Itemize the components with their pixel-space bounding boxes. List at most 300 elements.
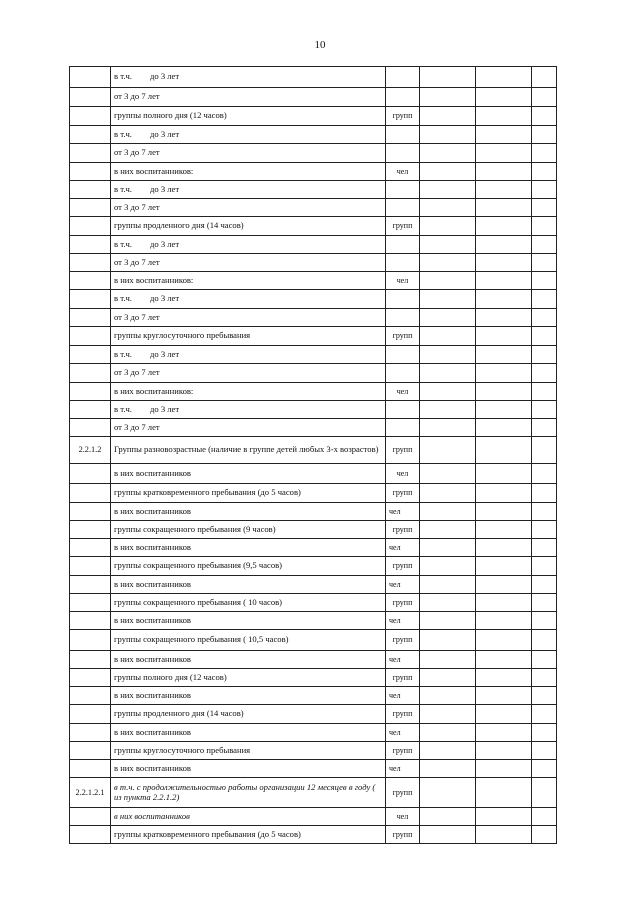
row-label: группы сокращенного пребывания ( 10,5 часов) bbox=[114, 634, 289, 645]
value-cell-3[interactable] bbox=[532, 826, 557, 844]
value-cell-2[interactable] bbox=[476, 594, 532, 612]
row-code bbox=[70, 236, 111, 254]
value-cell-2[interactable] bbox=[476, 484, 532, 503]
value-cell-2[interactable] bbox=[476, 88, 532, 107]
row-label: в них воспитанников: bbox=[114, 165, 194, 176]
value-cell-1[interactable] bbox=[420, 419, 476, 437]
value-cell-3[interactable] bbox=[532, 346, 557, 364]
table-row bbox=[70, 724, 557, 742]
row-label: группы продленного дня (14 часов) bbox=[114, 708, 244, 719]
row-label: группы кратковременного пребывания (до 5 часов) bbox=[114, 828, 301, 839]
value-cell-1[interactable] bbox=[420, 181, 476, 199]
table-row bbox=[70, 778, 557, 808]
row-name bbox=[111, 217, 386, 236]
table-row bbox=[70, 576, 557, 594]
row-name bbox=[111, 126, 386, 144]
value-cell-3[interactable] bbox=[532, 742, 557, 760]
page-number: 10 bbox=[314, 39, 326, 51]
value-cell-1[interactable] bbox=[420, 576, 476, 594]
table-row bbox=[70, 254, 557, 272]
row-name bbox=[111, 401, 386, 419]
value-cell-3[interactable] bbox=[532, 808, 557, 826]
table-row bbox=[70, 107, 557, 126]
row-unit: групп bbox=[386, 107, 420, 126]
row-label: группы кратковременного пребывания (до 5 часов) bbox=[114, 487, 301, 498]
row-unit bbox=[386, 364, 420, 383]
value-cell-3[interactable] bbox=[532, 272, 557, 290]
row-prefix: в т.ч. bbox=[114, 71, 132, 82]
row-code bbox=[70, 163, 111, 181]
value-cell-2[interactable] bbox=[476, 236, 532, 254]
table-row bbox=[70, 612, 557, 630]
value-cell-2[interactable] bbox=[476, 290, 532, 309]
table-row bbox=[70, 539, 557, 557]
value-cell-3[interactable] bbox=[532, 705, 557, 724]
value-cell-3[interactable] bbox=[532, 464, 557, 484]
value-cell-2[interactable] bbox=[476, 67, 532, 88]
row-code bbox=[70, 539, 111, 557]
value-cell-3[interactable] bbox=[532, 254, 557, 272]
value-cell-2[interactable] bbox=[476, 272, 532, 290]
value-cell-3[interactable] bbox=[532, 364, 557, 383]
value-cell-1[interactable] bbox=[420, 163, 476, 181]
row-label: до 3 лет bbox=[150, 71, 180, 82]
row-label: группы продленного дня (14 часов) bbox=[114, 220, 244, 231]
row-label: группы полного дня (12 часов) bbox=[114, 671, 227, 682]
row-unit: групп bbox=[386, 217, 420, 236]
value-cell-1[interactable] bbox=[420, 630, 476, 651]
table-row bbox=[70, 484, 557, 503]
row-name bbox=[111, 630, 386, 651]
value-cell-3[interactable] bbox=[532, 557, 557, 576]
value-cell-1[interactable] bbox=[420, 557, 476, 576]
row-prefix: в т.ч. bbox=[114, 128, 132, 139]
table-row bbox=[70, 88, 557, 107]
table-row bbox=[70, 826, 557, 844]
value-cell-2[interactable] bbox=[476, 612, 532, 630]
row-label: в них воспитанников bbox=[114, 762, 191, 773]
row-code bbox=[70, 144, 111, 163]
value-cell-3[interactable] bbox=[532, 687, 557, 705]
row-name bbox=[111, 687, 386, 705]
value-cell-2[interactable] bbox=[476, 742, 532, 760]
value-cell-3[interactable] bbox=[532, 199, 557, 217]
table-row bbox=[70, 217, 557, 236]
row-prefix: в т.ч. bbox=[114, 293, 132, 304]
table-row bbox=[70, 181, 557, 199]
row-unit: чел bbox=[386, 651, 420, 669]
row-name bbox=[111, 612, 386, 630]
row-prefix: в т.ч. bbox=[114, 348, 132, 359]
row-name bbox=[111, 199, 386, 217]
value-cell-3[interactable] bbox=[532, 144, 557, 163]
value-cell-2[interactable] bbox=[476, 503, 532, 521]
value-cell-3[interactable] bbox=[532, 88, 557, 107]
value-cell-3[interactable] bbox=[532, 760, 557, 778]
row-name bbox=[111, 557, 386, 576]
value-cell-2[interactable] bbox=[476, 539, 532, 557]
row-name bbox=[111, 327, 386, 346]
row-code bbox=[70, 594, 111, 612]
value-cell-1[interactable] bbox=[420, 217, 476, 236]
row-name bbox=[111, 808, 386, 826]
value-cell-3[interactable] bbox=[532, 630, 557, 651]
row-code bbox=[70, 309, 111, 327]
row-unit: групп bbox=[386, 826, 420, 844]
value-cell-1[interactable] bbox=[420, 651, 476, 669]
row-name bbox=[111, 364, 386, 383]
row-label: в них воспитанников bbox=[114, 614, 191, 625]
row-unit: групп bbox=[386, 742, 420, 760]
value-cell-2[interactable] bbox=[476, 576, 532, 594]
value-cell-3[interactable] bbox=[532, 126, 557, 144]
row-code bbox=[70, 705, 111, 724]
row-code bbox=[70, 181, 111, 199]
value-cell-1[interactable] bbox=[420, 144, 476, 163]
row-code bbox=[70, 630, 111, 651]
table-row bbox=[70, 126, 557, 144]
value-cell-1[interactable] bbox=[420, 778, 476, 808]
row-label: группы сокращенного пребывания (9 часов) bbox=[114, 523, 276, 534]
value-cell-2[interactable] bbox=[476, 557, 532, 576]
row-label: группы сокращенного пребывания (9,5 часов) bbox=[114, 560, 283, 571]
row-code bbox=[70, 401, 111, 419]
value-cell-1[interactable] bbox=[420, 290, 476, 309]
row-name bbox=[111, 88, 386, 107]
value-cell-3[interactable] bbox=[532, 67, 557, 88]
value-cell-1[interactable] bbox=[420, 724, 476, 742]
value-cell-3[interactable] bbox=[532, 236, 557, 254]
value-cell-3[interactable] bbox=[532, 484, 557, 503]
value-cell-2[interactable] bbox=[476, 705, 532, 724]
row-unit bbox=[386, 254, 420, 272]
row-name bbox=[111, 272, 386, 290]
row-unit bbox=[386, 199, 420, 217]
value-cell-2[interactable] bbox=[476, 144, 532, 163]
row-unit: чел bbox=[386, 687, 420, 705]
table-row bbox=[70, 163, 557, 181]
value-cell-1[interactable] bbox=[420, 272, 476, 290]
row-name bbox=[111, 181, 386, 199]
row-name bbox=[111, 464, 386, 484]
value-cell-1[interactable] bbox=[420, 687, 476, 705]
row-unit bbox=[386, 67, 420, 88]
value-cell-3[interactable] bbox=[532, 539, 557, 557]
value-cell-2[interactable] bbox=[476, 687, 532, 705]
value-cell-2[interactable] bbox=[476, 419, 532, 437]
row-name bbox=[111, 594, 386, 612]
table-row bbox=[70, 199, 557, 217]
row-name bbox=[111, 826, 386, 844]
value-cell-1[interactable] bbox=[420, 364, 476, 383]
row-name bbox=[111, 437, 386, 464]
table-row bbox=[70, 503, 557, 521]
value-cell-1[interactable] bbox=[420, 539, 476, 557]
row-prefix: в т.ч. bbox=[114, 403, 132, 414]
row-label: до 3 лет bbox=[150, 403, 180, 414]
value-cell-1[interactable] bbox=[420, 309, 476, 327]
row-code bbox=[70, 742, 111, 760]
row-code bbox=[70, 217, 111, 236]
row-code bbox=[70, 576, 111, 594]
row-unit: групп bbox=[386, 778, 420, 808]
value-cell-2[interactable] bbox=[476, 346, 532, 364]
row-unit bbox=[386, 346, 420, 364]
row-label: от 3 до 7 лет bbox=[114, 147, 160, 158]
row-name bbox=[111, 290, 386, 309]
table-row bbox=[70, 401, 557, 419]
value-cell-2[interactable] bbox=[476, 327, 532, 346]
value-cell-2[interactable] bbox=[476, 181, 532, 199]
row-code bbox=[70, 826, 111, 844]
value-cell-2[interactable] bbox=[476, 651, 532, 669]
row-label: в них воспитанников bbox=[114, 726, 191, 737]
value-cell-2[interactable] bbox=[476, 808, 532, 826]
row-name bbox=[111, 163, 386, 181]
row-code bbox=[70, 272, 111, 290]
row-unit bbox=[386, 144, 420, 163]
row-unit: групп bbox=[386, 630, 420, 651]
row-label: группы сокращенного пребывания ( 10 часов) bbox=[114, 596, 283, 607]
row-unit: чел bbox=[386, 724, 420, 742]
row-name bbox=[111, 67, 386, 88]
row-name bbox=[111, 144, 386, 163]
value-cell-3[interactable] bbox=[532, 778, 557, 808]
value-cell-1[interactable] bbox=[420, 88, 476, 107]
value-cell-1[interactable] bbox=[420, 826, 476, 844]
value-cell-1[interactable] bbox=[420, 254, 476, 272]
row-code bbox=[70, 88, 111, 107]
table-row bbox=[70, 557, 557, 576]
value-cell-2[interactable] bbox=[476, 163, 532, 181]
row-name bbox=[111, 651, 386, 669]
value-cell-3[interactable] bbox=[532, 383, 557, 401]
value-cell-1[interactable] bbox=[420, 484, 476, 503]
row-name bbox=[111, 778, 386, 808]
value-cell-1[interactable] bbox=[420, 107, 476, 126]
row-unit: групп bbox=[386, 669, 420, 687]
table-row bbox=[70, 521, 557, 539]
value-cell-3[interactable] bbox=[532, 401, 557, 419]
row-unit: групп bbox=[386, 705, 420, 724]
row-prefix: в т.ч. bbox=[114, 183, 132, 194]
value-cell-2[interactable] bbox=[476, 464, 532, 484]
table-row bbox=[70, 236, 557, 254]
row-unit: групп bbox=[386, 437, 420, 464]
table-row bbox=[70, 742, 557, 760]
table-row bbox=[70, 651, 557, 669]
value-cell-1[interactable] bbox=[420, 67, 476, 88]
row-label: в них воспитанников bbox=[114, 810, 190, 821]
table-row bbox=[70, 364, 557, 383]
row-unit: групп bbox=[386, 557, 420, 576]
row-unit: групп bbox=[386, 484, 420, 503]
value-cell-3[interactable] bbox=[532, 217, 557, 236]
table-row bbox=[70, 760, 557, 778]
row-name bbox=[111, 521, 386, 539]
table-row bbox=[70, 419, 557, 437]
value-cell-1[interactable] bbox=[420, 236, 476, 254]
value-cell-1[interactable] bbox=[420, 760, 476, 778]
value-cell-1[interactable] bbox=[420, 808, 476, 826]
value-cell-1[interactable] bbox=[420, 669, 476, 687]
value-cell-2[interactable] bbox=[476, 254, 532, 272]
row-label: до 3 лет bbox=[150, 183, 180, 194]
row-unit: чел bbox=[386, 464, 420, 484]
row-unit bbox=[386, 236, 420, 254]
row-code bbox=[70, 687, 111, 705]
value-cell-1[interactable] bbox=[420, 383, 476, 401]
value-cell-2[interactable] bbox=[476, 364, 532, 383]
row-name bbox=[111, 724, 386, 742]
value-cell-1[interactable] bbox=[420, 612, 476, 630]
row-name bbox=[111, 539, 386, 557]
row-unit: чел bbox=[386, 808, 420, 826]
row-code bbox=[70, 484, 111, 503]
row-label: от 3 до 7 лет bbox=[114, 91, 160, 102]
row-label: в них воспитанников bbox=[114, 505, 191, 516]
value-cell-1[interactable] bbox=[420, 503, 476, 521]
value-cell-1[interactable] bbox=[420, 199, 476, 217]
row-label: в них воспитанников bbox=[114, 467, 191, 478]
value-cell-2[interactable] bbox=[476, 309, 532, 327]
row-unit: чел bbox=[386, 163, 420, 181]
value-cell-2[interactable] bbox=[476, 401, 532, 419]
row-label: до 3 лет bbox=[150, 348, 180, 359]
value-cell-3[interactable] bbox=[532, 503, 557, 521]
value-cell-1[interactable] bbox=[420, 346, 476, 364]
value-cell-2[interactable] bbox=[476, 669, 532, 687]
row-unit: чел bbox=[386, 272, 420, 290]
row-label: в т.ч. с продолжительностью работы организации 12 месяцев в году ( из пункта 2.2.1.2) bbox=[114, 782, 376, 802]
table-row bbox=[70, 630, 557, 651]
row-unit bbox=[386, 181, 420, 199]
value-cell-1[interactable] bbox=[420, 521, 476, 539]
value-cell-3[interactable] bbox=[532, 612, 557, 630]
row-unit bbox=[386, 126, 420, 144]
row-code bbox=[70, 760, 111, 778]
table-row bbox=[70, 705, 557, 724]
row-code bbox=[70, 612, 111, 630]
row-code bbox=[70, 464, 111, 484]
row-name bbox=[111, 383, 386, 401]
value-cell-3[interactable] bbox=[532, 594, 557, 612]
table-row bbox=[70, 290, 557, 309]
value-cell-1[interactable] bbox=[420, 126, 476, 144]
row-label: от 3 до 7 лет bbox=[114, 311, 160, 322]
row-name bbox=[111, 236, 386, 254]
value-cell-1[interactable] bbox=[420, 401, 476, 419]
value-cell-2[interactable] bbox=[476, 521, 532, 539]
value-cell-3[interactable] bbox=[532, 669, 557, 687]
value-cell-2[interactable] bbox=[476, 126, 532, 144]
table-row bbox=[70, 687, 557, 705]
value-cell-2[interactable] bbox=[476, 630, 532, 651]
value-cell-3[interactable] bbox=[532, 327, 557, 346]
value-cell-2[interactable] bbox=[476, 199, 532, 217]
row-code bbox=[70, 254, 111, 272]
value-cell-3[interactable] bbox=[532, 419, 557, 437]
row-code bbox=[70, 503, 111, 521]
row-code bbox=[70, 290, 111, 309]
value-cell-2[interactable] bbox=[476, 778, 532, 808]
value-cell-1[interactable] bbox=[420, 437, 476, 464]
table-row bbox=[70, 309, 557, 327]
row-name bbox=[111, 254, 386, 272]
row-label: группы полного дня (12 часов) bbox=[114, 110, 227, 121]
value-cell-3[interactable] bbox=[532, 163, 557, 181]
row-code bbox=[70, 557, 111, 576]
row-unit bbox=[386, 88, 420, 107]
table-row bbox=[70, 272, 557, 290]
value-cell-1[interactable] bbox=[420, 742, 476, 760]
row-label: до 3 лет bbox=[150, 238, 180, 249]
row-name bbox=[111, 669, 386, 687]
value-cell-1[interactable] bbox=[420, 327, 476, 346]
row-unit bbox=[386, 290, 420, 309]
row-label: от 3 до 7 лет bbox=[114, 367, 160, 378]
row-unit: чел bbox=[386, 383, 420, 401]
row-unit bbox=[386, 309, 420, 327]
row-name bbox=[111, 346, 386, 364]
value-cell-3[interactable] bbox=[532, 651, 557, 669]
value-cell-3[interactable] bbox=[532, 576, 557, 594]
value-cell-1[interactable] bbox=[420, 464, 476, 484]
value-cell-1[interactable] bbox=[420, 594, 476, 612]
value-cell-3[interactable] bbox=[532, 181, 557, 199]
value-cell-2[interactable] bbox=[476, 760, 532, 778]
value-cell-3[interactable] bbox=[532, 724, 557, 742]
row-code bbox=[70, 107, 111, 126]
row-code bbox=[70, 346, 111, 364]
row-label: в них воспитанников bbox=[114, 653, 191, 664]
value-cell-2[interactable] bbox=[476, 437, 532, 464]
row-unit: чел bbox=[386, 612, 420, 630]
row-label: от 3 до 7 лет bbox=[114, 201, 160, 212]
value-cell-1[interactable] bbox=[420, 705, 476, 724]
value-cell-3[interactable] bbox=[532, 107, 557, 126]
row-code: 2.2.1.2.1 bbox=[70, 778, 111, 808]
row-name bbox=[111, 419, 386, 437]
row-label: в них воспитанников bbox=[114, 541, 191, 552]
table-row bbox=[70, 669, 557, 687]
value-cell-3[interactable] bbox=[532, 309, 557, 327]
table-body bbox=[70, 67, 557, 844]
row-name bbox=[111, 484, 386, 503]
row-code bbox=[70, 364, 111, 383]
value-cell-2[interactable] bbox=[476, 383, 532, 401]
row-label: в них воспитанников bbox=[114, 578, 191, 589]
value-cell-2[interactable] bbox=[476, 724, 532, 742]
row-unit: чел bbox=[386, 503, 420, 521]
value-cell-3[interactable] bbox=[532, 290, 557, 309]
value-cell-3[interactable] bbox=[532, 437, 557, 464]
row-label: до 3 лет bbox=[150, 128, 180, 139]
row-code bbox=[70, 327, 111, 346]
value-cell-2[interactable] bbox=[476, 217, 532, 236]
row-name bbox=[111, 503, 386, 521]
row-name bbox=[111, 705, 386, 724]
row-code bbox=[70, 669, 111, 687]
row-label: в них воспитанников: bbox=[114, 385, 194, 396]
value-cell-2[interactable] bbox=[476, 826, 532, 844]
value-cell-3[interactable] bbox=[532, 521, 557, 539]
value-cell-2[interactable] bbox=[476, 107, 532, 126]
row-unit bbox=[386, 401, 420, 419]
row-label: в них воспитанников bbox=[114, 689, 191, 700]
table-row bbox=[70, 808, 557, 826]
row-name bbox=[111, 107, 386, 126]
